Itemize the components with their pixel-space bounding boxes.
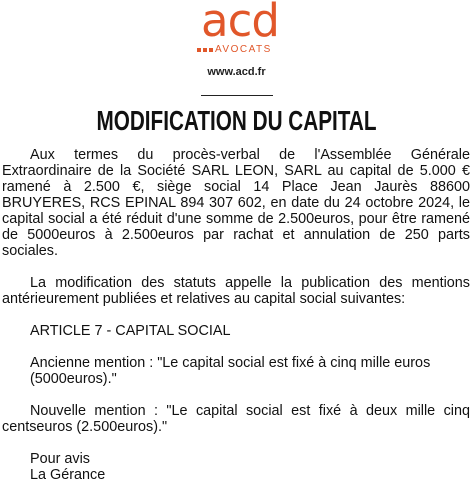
notice-title: MODIFICATION DU CAPITAL	[96, 105, 377, 136]
closing-pour-avis: Pour avis	[30, 451, 90, 467]
notice-body	[2, 147, 470, 483]
new-mention: Nouvelle mention : "Le capital social est fixé à deux mille cinq centseuros (2.500euros)."	[2, 403, 470, 435]
divider	[201, 95, 273, 96]
logo-wordmark: acd	[201, 0, 279, 47]
article-heading: ARTICLE 7 - CAPITAL SOCIAL	[30, 323, 231, 339]
logo-subtitle: AVOCATS	[215, 44, 272, 55]
closing-gerance: La Gérance	[30, 467, 106, 483]
website-url: www.acd.fr	[207, 66, 266, 78]
logo-dots-icon	[197, 48, 213, 52]
former-mention: Ancienne mention : "Le capital social est fixé à cinq mille euros (5000euros)."	[30, 355, 431, 387]
acd-logo	[195, 0, 285, 56]
paragraph-statutes: La modification des statuts appelle la publication des mentions antérieurement publiées et relatives au capital social suivantes:	[2, 275, 470, 307]
paragraph-minutes: Aux termes du procès-verbal de l'Assemblée Générale Extraordinaire de la Société SARL LEON, SARL au capital de 5.000 € ramené à 2.500 €, siège social 14 Place Jean Jaurès 88600 BRUYERES, RCS EPINAL 894 307 602, en date du 24 octobre 2024, le capital social a été réduit d'une somme de 2.500euros, pour être ramené de 5000euros à 2.500euros par rachat et annulation de 250 parts sociales.	[2, 147, 470, 259]
